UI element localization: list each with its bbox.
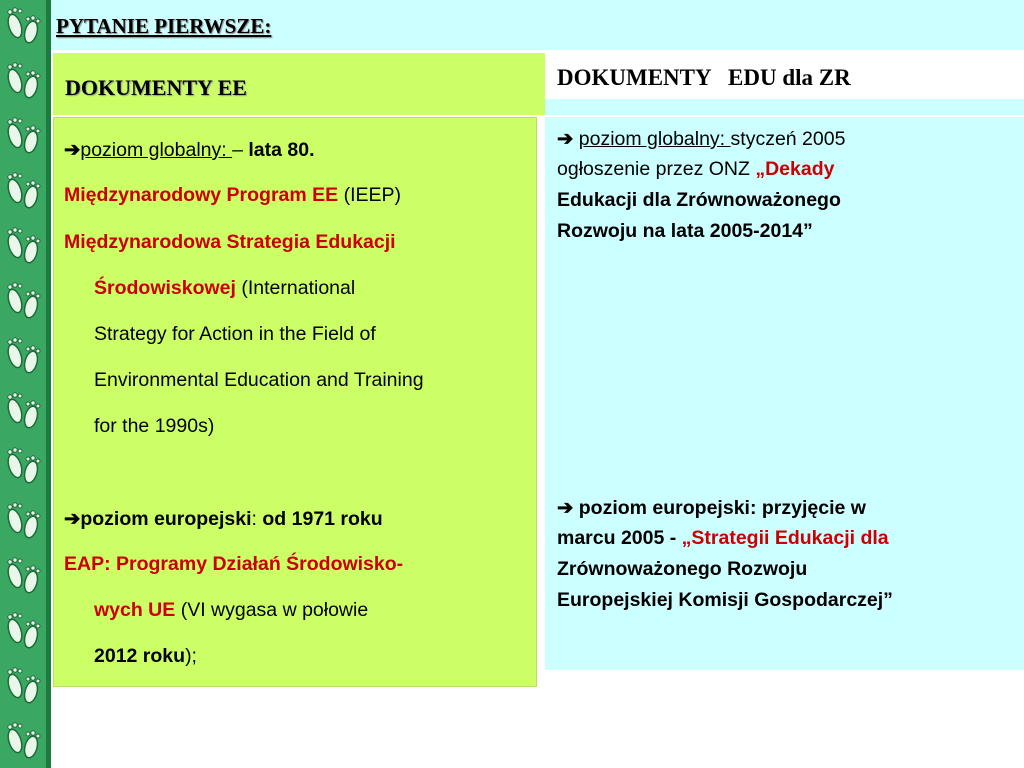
arrow-right-icon: ➔ xyxy=(64,508,81,530)
right-column-header xyxy=(545,53,1024,99)
footprint-icon xyxy=(4,334,42,378)
footprint-icon xyxy=(4,224,42,268)
footprint-icon xyxy=(4,554,42,598)
left-header-label: DOKUMENTY EE xyxy=(65,75,247,100)
footprint-icon xyxy=(4,664,42,708)
left-decorative-strip xyxy=(0,0,46,768)
left-eap-note: (VI wygasa w połowie xyxy=(175,599,369,621)
footprint-icon xyxy=(4,169,42,213)
footprint-icon xyxy=(4,444,42,488)
left-program-name: Międzynarodowy Program EE xyxy=(64,184,339,206)
left-eap-line3 xyxy=(94,645,197,668)
left-global-dash: – xyxy=(232,139,243,161)
left-eap-line2 xyxy=(94,599,368,622)
right-europe-line4: Europejskiej Komisji Gospodarczej” xyxy=(557,589,893,611)
arrow-right-icon: ➔ xyxy=(557,128,574,150)
left-global-label: poziom globalny: xyxy=(80,139,233,161)
left-europe-line xyxy=(64,507,383,531)
arrow-right-icon: ➔ xyxy=(557,497,574,519)
footprint-icon xyxy=(4,389,42,433)
left-program-line xyxy=(64,184,401,207)
left-strategy-english-start: (International xyxy=(235,277,356,299)
arrow-right-icon: ➔ xyxy=(64,139,81,161)
strip-divider xyxy=(46,0,51,768)
left-strategy-title: Międzynarodowa Strategia Edukacji xyxy=(64,231,396,253)
right-europe-date: marcu 2005 - xyxy=(557,527,682,549)
footprint-icon xyxy=(4,609,42,653)
left-global-years: lata 80. xyxy=(242,139,315,161)
left-program-abbr: (IEEP) xyxy=(338,184,401,206)
left-strategy-line3: Strategy for Action in the Field of xyxy=(94,323,376,345)
left-europe-years: od 1971 roku xyxy=(262,508,383,530)
right-europe-line3: Zrównoważonego Rozwoju xyxy=(557,558,808,580)
footprint-icon xyxy=(4,4,42,48)
right-header-label: DOKUMENTY EDU dla ZR xyxy=(557,65,851,90)
right-europe-strategy: „Strategii Edukacji dla xyxy=(681,527,889,549)
left-strategy-title-end: Środowiskowej xyxy=(94,277,236,299)
left-global-line xyxy=(64,138,315,162)
right-global-line4: Rozwoju na lata 2005-2014” xyxy=(557,220,813,242)
right-europe-line1 xyxy=(557,496,866,520)
left-strategy-line2 xyxy=(94,277,355,300)
right-global-decade: „Dekady xyxy=(755,158,835,180)
right-global-announce: ogłoszenie przez ONZ xyxy=(557,158,756,180)
left-strategy-line1 xyxy=(64,231,396,254)
footprint-icon xyxy=(4,59,42,103)
right-content-panel xyxy=(545,117,1024,670)
footprint-icon xyxy=(4,499,42,543)
left-eap-close: ); xyxy=(185,645,197,667)
left-eap-title: EAP: Programy Działań Środowisko- xyxy=(64,553,404,575)
right-global-line2 xyxy=(557,158,834,181)
right-europe-line2 xyxy=(557,527,889,550)
left-eap-title-end: wych UE xyxy=(94,599,176,621)
left-strategy-line4: Environmental Education and Training xyxy=(94,369,424,391)
right-global-label: poziom globalny: xyxy=(578,128,731,150)
footprint-icon xyxy=(4,114,42,158)
left-europe-colon: : xyxy=(251,508,263,530)
left-content-panel xyxy=(53,117,537,687)
left-strategy-line5: for the 1990s) xyxy=(94,415,215,437)
footprint-icon xyxy=(4,279,42,323)
right-europe-label: poziom europejski: przyjęcie w xyxy=(573,497,866,519)
left-europe-label: poziom europejski xyxy=(80,508,252,530)
left-eap-year: 2012 roku xyxy=(94,645,186,667)
footprint-icon xyxy=(4,719,42,763)
left-column-header xyxy=(53,53,545,115)
right-header-band xyxy=(545,99,1024,115)
page-title: PYTANIE PIERWSZE: xyxy=(56,14,272,38)
right-global-date: styczeń 2005 xyxy=(730,128,846,150)
right-global-line3: Edukacji dla Zrównoważonego xyxy=(557,189,841,211)
right-global-line1 xyxy=(557,127,845,151)
left-eap-line1 xyxy=(64,553,403,576)
